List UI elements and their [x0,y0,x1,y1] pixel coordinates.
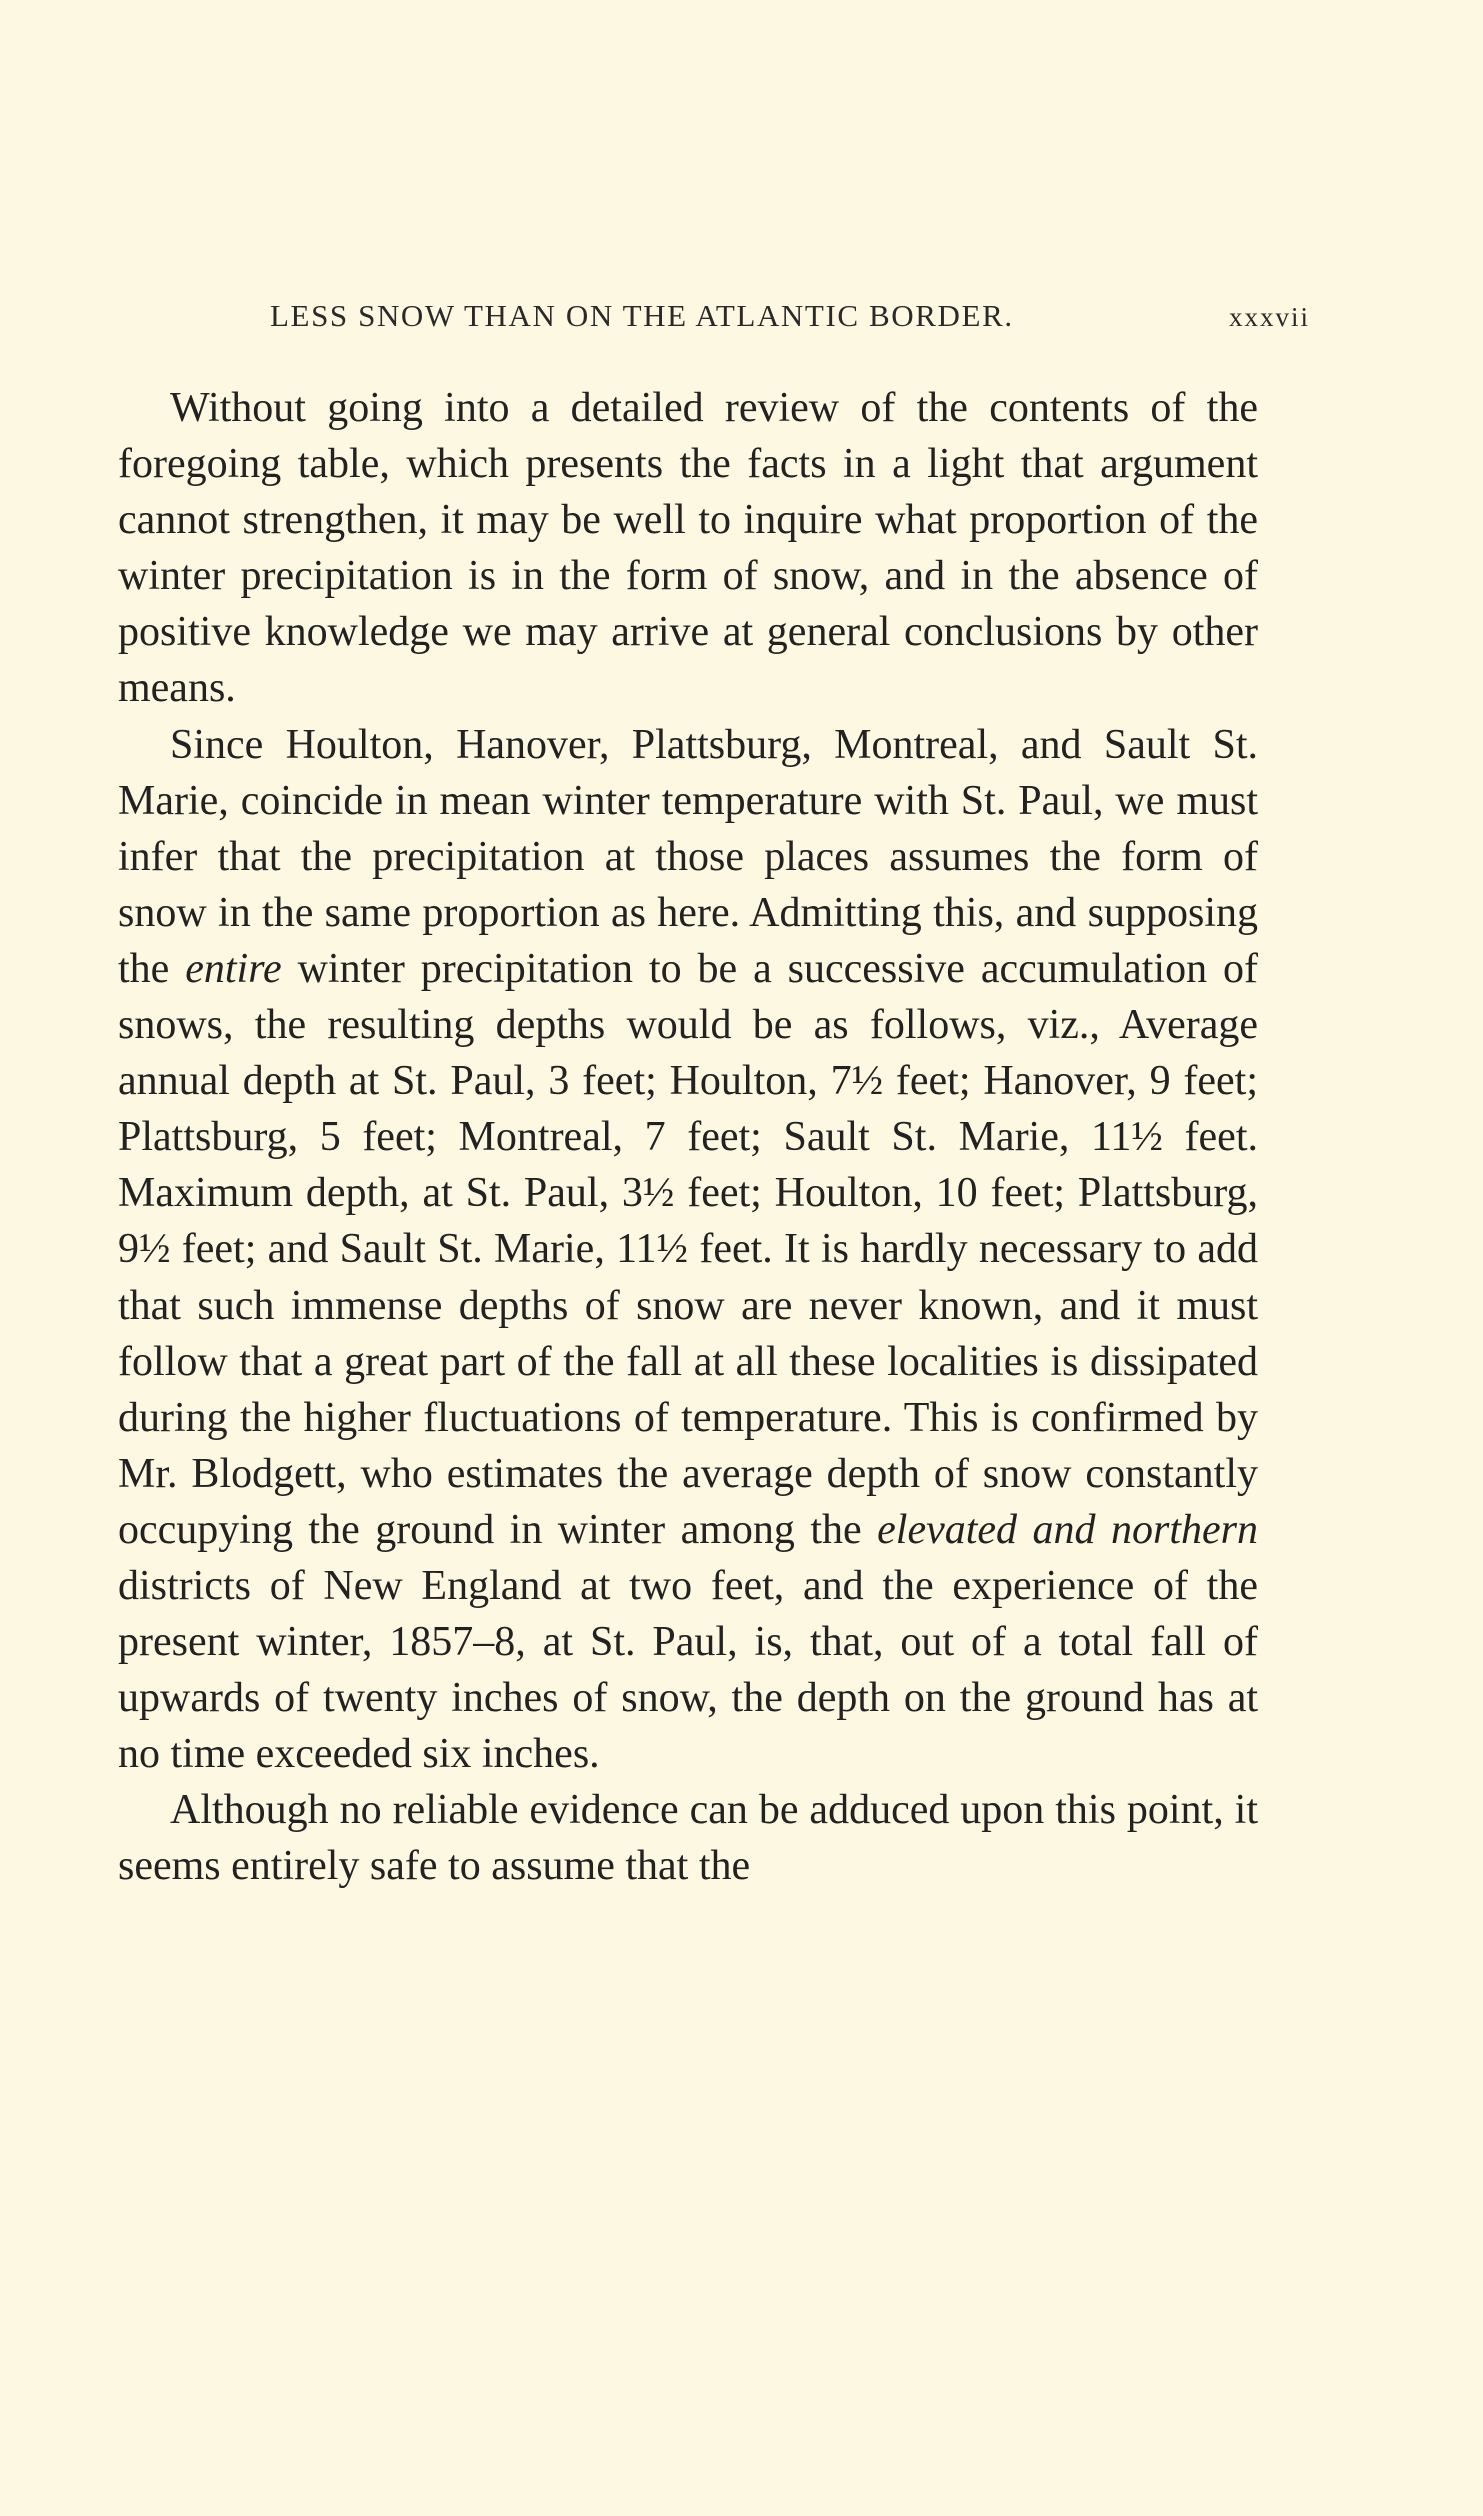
page-number: xxxvii [1228,302,1310,332]
paragraph-1: Without going into a detailed review of the contents of the foregoing table, which presents the facts in a light that argument cannot strengthen, it may be well to inquire what proportion of the winter precipitation is in the form of snow, and in the absence of positive knowledge we may arrive at general conclusions by other means. [118,385,1258,712]
emphasis-elevated-northern: elevated and northern [877,1506,1259,1553]
emphasis-entire: entire [185,945,282,992]
paragraph-2-part-c: districts of New England at two feet, and the experience of the present winter, 1857–8, at St. Paul, is, that, out of a total fall of upwards of twenty inches of snow, the depth on the ground has at no time exceeded six inches. [118,1562,1258,1778]
running-head [270,298,1310,348]
paragraph-3: Although no reliable evidence can be adduced upon this point, it seems entirely safe to assume that the [118,1787,1258,1890]
body-text [118,380,1258,1895]
paragraph-2-part-b: winter precipitation to be a successive accumulation of snows, the resulting depths would be as follows, viz., Average annual depth at St. Paul, 3 feet; Houlton, 7½ feet; Hanover, 9 feet; Plattsburg, 5 feet; Montreal, 7 feet; Sault St. Marie, 11½ feet. Maximum depth, at St. Paul, 3½ feet; Houlton, 10 feet; Plattsburg, 9½ feet; and Sault St. Marie, 11½ feet. It is hardly necessary to add that such immense depths of snow are never known, and it must follow that a great part of the fall at all these localities is dissipated during the higher fluctuations of temperature. This is confirmed by Mr. Blodgett, who estimates the average depth of snow constantly occupying the ground in winter among the [118,945,1258,1553]
running-title: LESS SNOW THAN ON THE ATLANTIC BORDER. [270,298,1014,333]
paragraph-2 [118,717,1258,1783]
paragraph-2-part-a: Since Houlton, Hanover, Plattsburg, Montreal, and Sault St. Marie, coincide in mean winter temperature with St. Paul, we must infer that the precipitation at those places assumes the form of snow in the same proportion as here. Admitting this, and supposing the [118,721,1258,992]
